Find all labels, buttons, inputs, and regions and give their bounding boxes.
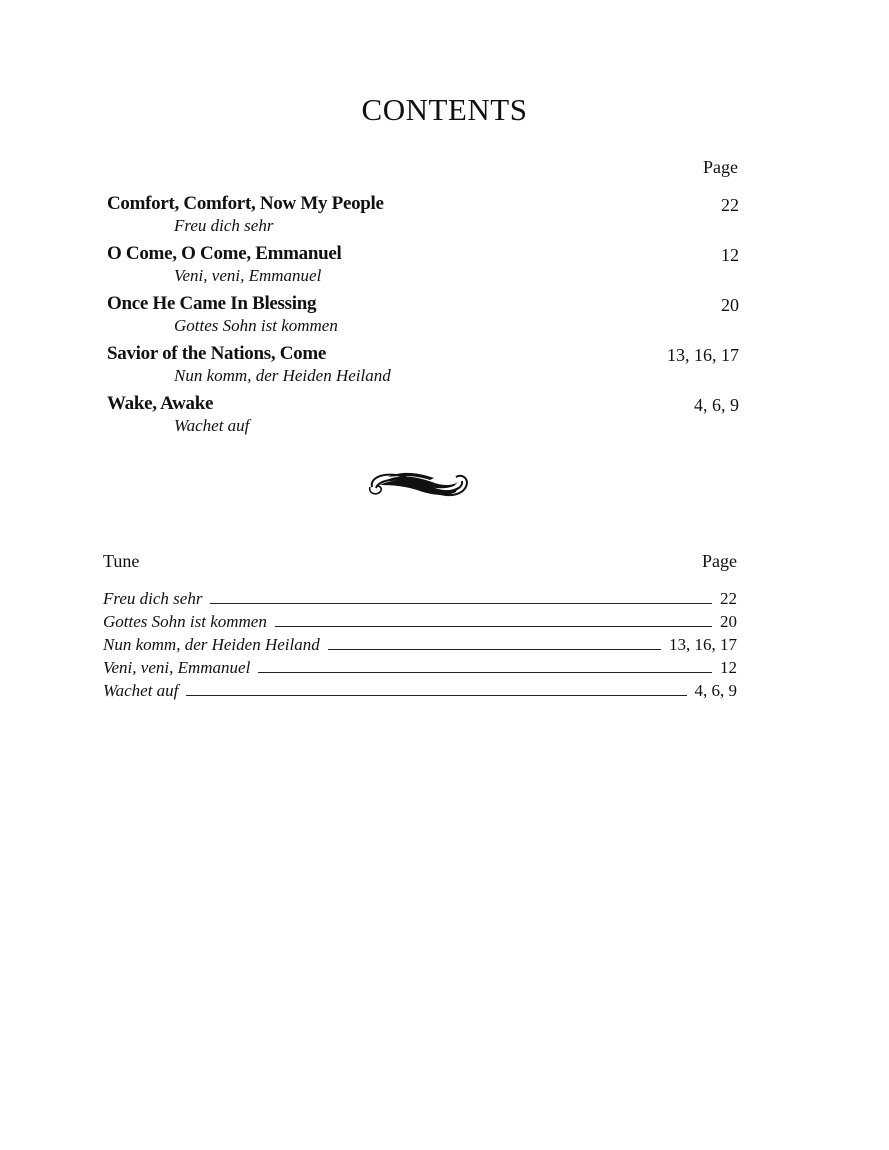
hymn-contents-list	[107, 193, 739, 443]
page-number: 13, 16, 17	[669, 635, 737, 654]
page-number: 4, 6, 9	[694, 681, 737, 700]
tune-name: Nun komm, der Heiden Heiland	[103, 635, 320, 654]
tune-index	[103, 551, 737, 701]
hymn-title: Comfort, Comfort, Now My People	[107, 193, 384, 214]
tune-name: Veni, veni, Emmanuel	[174, 266, 322, 285]
list-item	[107, 393, 739, 443]
list-item	[107, 243, 739, 293]
table-row	[103, 655, 737, 678]
page-column-header: Page	[703, 157, 738, 177]
tune-name: Freu dich sehr	[103, 589, 203, 608]
hymn-title: Savior of the Nations, Come	[107, 343, 327, 364]
page-title: CONTENTS	[361, 92, 528, 127]
page-number: 12	[721, 245, 739, 265]
list-item	[107, 193, 739, 243]
hymn-title: O Come, O Come, Emmanuel	[107, 243, 342, 264]
page-number: 22	[720, 589, 737, 608]
tune-name: Wachet auf	[103, 681, 179, 700]
table-row	[103, 586, 737, 609]
tune-name: Freu dich sehr	[174, 216, 274, 235]
tune-index-header	[103, 551, 737, 586]
tune-name: Gottes Sohn ist kommen	[174, 316, 338, 335]
tune-column-header: Tune	[103, 551, 140, 571]
page-number: 20	[721, 295, 739, 315]
page-number: 22	[721, 195, 739, 215]
page-column-header: Page	[702, 551, 737, 571]
page-number: 13, 16, 17	[667, 345, 739, 365]
leader-line	[258, 672, 712, 673]
leader-line	[186, 695, 686, 696]
page-number: 4, 6, 9	[694, 395, 739, 415]
list-item	[107, 293, 739, 343]
leader-line	[328, 649, 661, 650]
list-item	[107, 343, 739, 393]
flourish-ornament-icon	[366, 465, 472, 501]
leader-line	[210, 603, 712, 604]
table-row	[103, 678, 737, 701]
page-number: 20	[720, 612, 737, 631]
page-number: 12	[720, 658, 737, 677]
table-row	[103, 632, 737, 655]
tune-name: Wachet auf	[174, 416, 250, 435]
tune-name: Veni, veni, Emmanuel	[103, 658, 251, 677]
table-row	[103, 609, 737, 632]
hymn-title: Wake, Awake	[107, 393, 214, 414]
tune-name: Nun komm, der Heiden Heiland	[174, 366, 391, 385]
tune-name: Gottes Sohn ist kommen	[103, 612, 267, 631]
leader-line	[275, 626, 712, 627]
hymn-title: Once He Came In Blessing	[107, 293, 317, 314]
